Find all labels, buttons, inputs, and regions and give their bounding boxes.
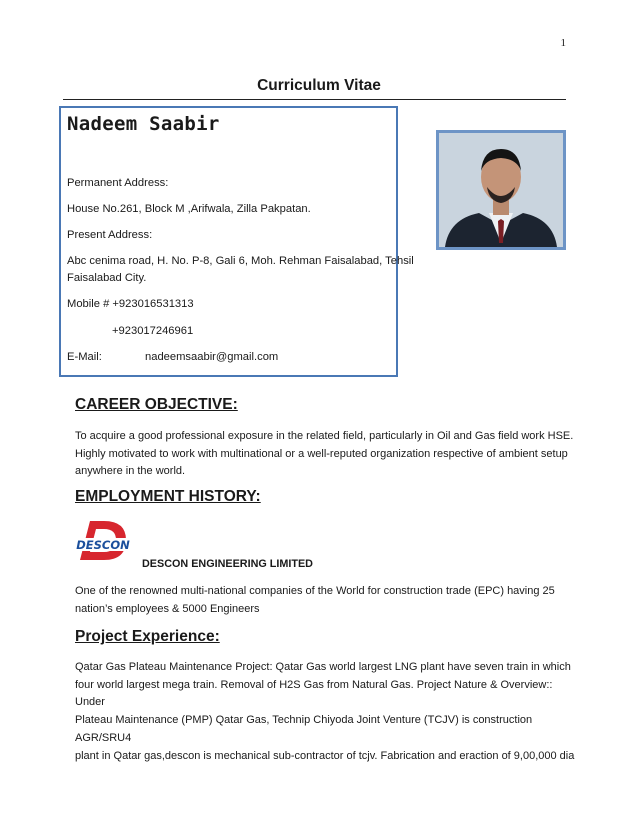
company-name: DESCON ENGINEERING LIMITED [142,558,313,570]
company-line: One of the renowned multi-national companies of the World for construction trade (EPC) having 25 [75,585,555,597]
present-address-line1: Abc cenima road, H. No. P-8, Gali 6, Moh. Rehman Faisalabad, Tehsil [67,255,414,267]
permanent-address: House No.261, Block M ,Arifwala, Zilla Pakpatan. [67,203,311,215]
career-objective-heading: CAREER OBJECTIVE: [75,396,238,413]
career-objective-text [75,428,575,481]
portrait-image [439,133,563,247]
page-number: 1 [560,37,566,49]
project-experience-text [75,659,575,765]
email-label: E-Mail: [67,351,102,363]
project-line: plant in Qatar gas,descon is mechanical sub-contractor of tcjv. Fabrication and eraction of 9,00,000 dia [75,749,575,762]
permanent-address-label: Permanent Address: [67,177,169,189]
company-line: nation’s employees & 5000 Engineers [75,602,260,615]
project-line: Plateau Maintenance (PMP) Qatar Gas, Technip Chiyoda Joint Venture (TCJV) is construction AGR/SRU4 [75,714,533,744]
profile-photo [436,130,566,250]
project-line: four world largest mega train. Removal of H2S Gas from Natural Gas. Project Nature & Overview:: Under [75,678,553,709]
objective-line: Highly motivated to work with multinational or a well-reputed organization respective of ambient setup [75,447,568,460]
mobile-number-2: +923017246961 [112,325,194,337]
candidate-name: Nadeem Saabir [67,113,220,135]
title-underline [63,99,566,100]
mobile-number-1: Mobile # +923016531313 [67,298,194,310]
document-title: Curriculum Vitae [257,77,381,94]
project-experience-heading: Project Experience: [75,628,220,645]
descon-logo [76,520,130,568]
logo-text: DESCON [76,538,130,552]
objective-line: To acquire a good professional exposure in the related field, particularly in Oil and Gas field work HSE. [75,430,574,442]
present-address-label: Present Address: [67,229,153,241]
objective-line: anywhere in the world. [75,465,186,477]
project-line: Qatar Gas Plateau Maintenance Project: Qatar Gas world largest LNG plant have seven train in which [75,661,571,673]
company-description [75,583,575,618]
email-address[interactable]: nadeemsaabir@gmail.com [145,351,279,363]
present-address-line2: Faisalabad City. [67,272,147,284]
employment-history-heading: EMPLOYMENT HISTORY: [75,488,261,505]
